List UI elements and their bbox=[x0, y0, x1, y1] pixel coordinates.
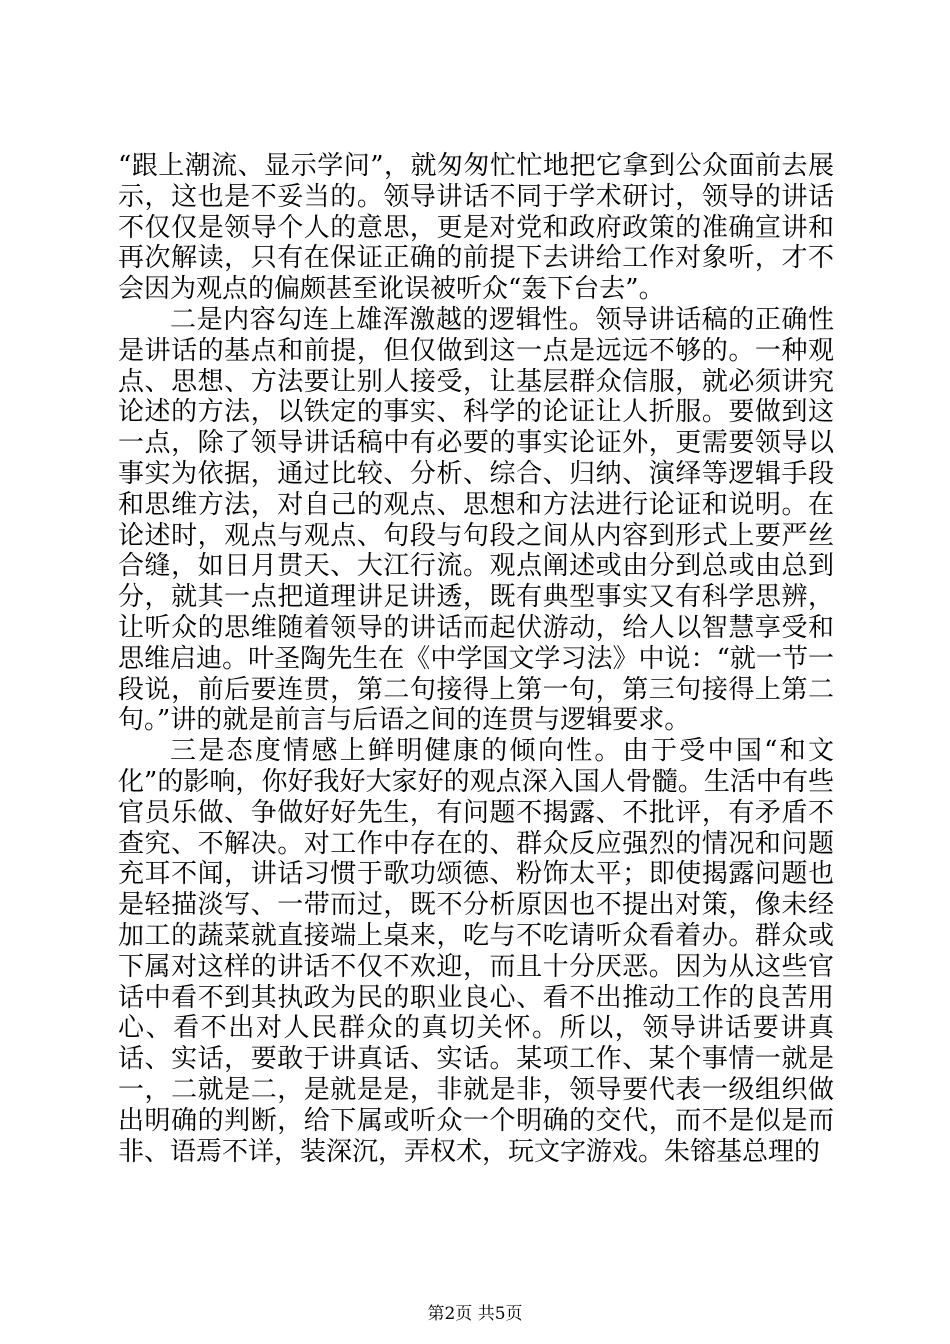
body-text bbox=[118, 151, 834, 1167]
paragraph-attitude: 三是态度情感上鲜明健康的倾向性。由于受中国“和文化”的影响，你好我好大家好的观点深入国人骨髓。生活中有些官员乐做、争做好好先生，有问题不揭露、不批评，有矛盾不查究、不解决。对工作中存在的、群众反应强烈的情况和问题充耳不闻，讲话习惯于歌功颂德、粉饰太平；即使揭露问题也是轻描淡写、一带而过，既不分析原因也不提出对策，像未经加工的蔬菜就直接端上桌来，吃与不吃请听众看着办。群众或下属对这样的讲话不仅不欢迎，而且十分厌恶。因为从这些官话中看不到其执政为民的职业良心、看不出推动工作的良苦用心、看不出对人民群众的真切关怀。所以，领导讲话要讲真话、实话，要敢于讲真话、实话。某项工作、某个事情一就是一，二就是二，是就是是，非就是非，领导要代表一级组织做出明确的判断，给下属或听众一个明确的交代，而不是似是而非、语焉不详，装深沉，弄权术，玩文字游戏。朱镕基总理的 bbox=[118, 736, 834, 1167]
page-number-footer: 第2页 共5页 bbox=[427, 1304, 523, 1324]
paragraph-continuation: “跟上潮流、显示学问”，就匆匆忙忙地把它拿到公众面前去展示，这也是不妥当的。领导讲话不同于学术研讨，领导的讲话不仅仅是领导个人的意思，更是对党和政府政策的准确宣讲和再次解读，只有在保证正确的前提下去讲给工作对象听，才不会因为观点的偏颇甚至讹误被听众“轰下台去”。 bbox=[118, 151, 834, 305]
paragraph-logic: 二是内容勾连上雄浑激越的逻辑性。领导讲话稿的正确性是讲话的基点和前提，但仅做到这一点是远远不够的。一种观点、思想、方法要让别人接受，让基层群众信服，就必须讲究论述的方法，以铁定的事实、科学的论证让人折服。要做到这一点，除了领导讲话稿中有必要的事实论证外，更需要领导以事实为依据，通过比较、分析、综合、归纳、演绎等逻辑手段和思维方法，对自己的观点、思想和方法进行论证和说明。在论述时，观点与观点、句段与句段之间从内容到形式上要严丝合缝，如日月贯天、大江行流。观点阐述或由分到总或由总到分，就其一点把道理讲足讲透，既有典型事实又有科学思辨，让听众的思维随着领导的讲话而起伏游动，给人以智慧享受和思维启迪。叶圣陶先生在《中学国文学习法》中说：“就一节一段说，前后要连贯，第二句接得上第一句，第三句接得上第二句。”讲的就是前言与后语之间的连贯与逻辑要求。 bbox=[118, 304, 834, 736]
